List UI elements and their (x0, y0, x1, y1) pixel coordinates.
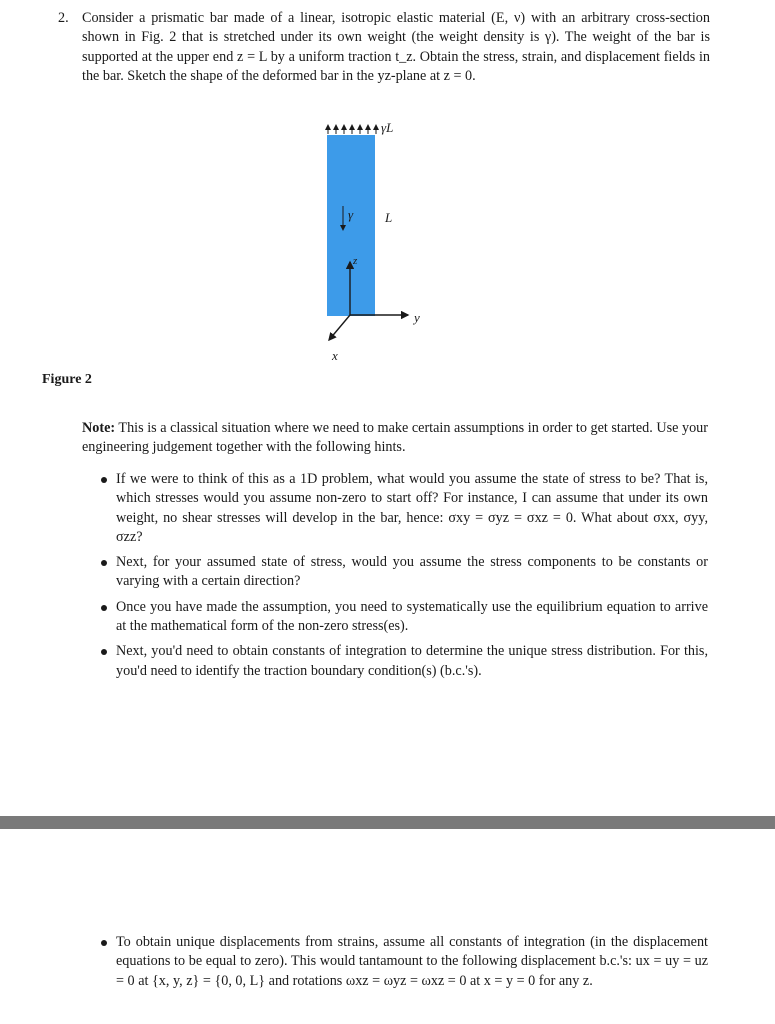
length-label: L (385, 210, 393, 225)
hint-item: If we were to think of this as a 1D problem, what would you assume the state of stress to be? That is, which stresses would you assume non-zero to start off? For instance, I can assume that under its own weight, no shear stresses will develop in the bar, hence: σxy = σyz = σxz = 0. What about σxx, σyy, σzz? (100, 470, 708, 547)
gamma-label: γ (348, 207, 354, 222)
x-axis-label: x (332, 348, 338, 363)
z-axis-label: z (353, 255, 358, 267)
prismatic-bar (327, 135, 375, 316)
hint-item: Next, you'd need to obtain constants of integration to determine the unique stress distribution. For this, you'd need to identify the traction boundary condition(s) (b.c.'s). (100, 642, 708, 681)
note-text: This is a classical situation where we need to make certain assumptions in order to get started. Use your engineering judgement together with the following hints. (82, 420, 708, 456)
note-label: Note: (82, 420, 116, 436)
problem-number: 2. (58, 10, 69, 26)
hint-list (100, 470, 708, 687)
lower-hint-list (100, 933, 708, 997)
problem-text: Consider a prismatic bar made of a linear, isotropic elastic material (E, ν) with an arbitrary cross-section shown in Fig. 2 that is stretched under its own weight (the weight density is γ). The weight of the bar is supported at the upper end z = L by a uniform traction t_z. Obtain the stress, strain, and displacement fields in the bar. Sketch the shape of the deformed bar in the yz-plane at z = 0. (82, 10, 710, 84)
y-axis-label: y (414, 310, 420, 325)
hint-item: Next, for your assumed state of stress, would you assume the stress components to be constants or varying with a certain direction? (100, 553, 708, 592)
hint-item: To obtain unique displacements from strains, assume all constants of integration (in the displacement equations to be equal to zero). This would tantamount to the following displacement b.c.'s: ux = uy = uz = 0 at {x, y, z} = {0, 0, L} and rotations ωxz = ωyz = ωxz = 0 at x = y = 0 for any z. (100, 933, 708, 991)
figure-caption: Figure 2 (42, 372, 92, 387)
traction-arrows (328, 125, 376, 134)
figure-2-diagram (300, 118, 460, 368)
hint-item: Once you have made the assumption, you need to systematically use the equilibrium equation to arrive at the mathematical form of the non-zero stress(es). (100, 598, 708, 637)
x-axis (329, 315, 350, 340)
traction-label: γL (381, 120, 394, 135)
page-divider (0, 816, 775, 829)
note-paragraph (82, 419, 708, 458)
problem-statement (58, 9, 710, 86)
bar-diagram-svg (300, 118, 460, 368)
